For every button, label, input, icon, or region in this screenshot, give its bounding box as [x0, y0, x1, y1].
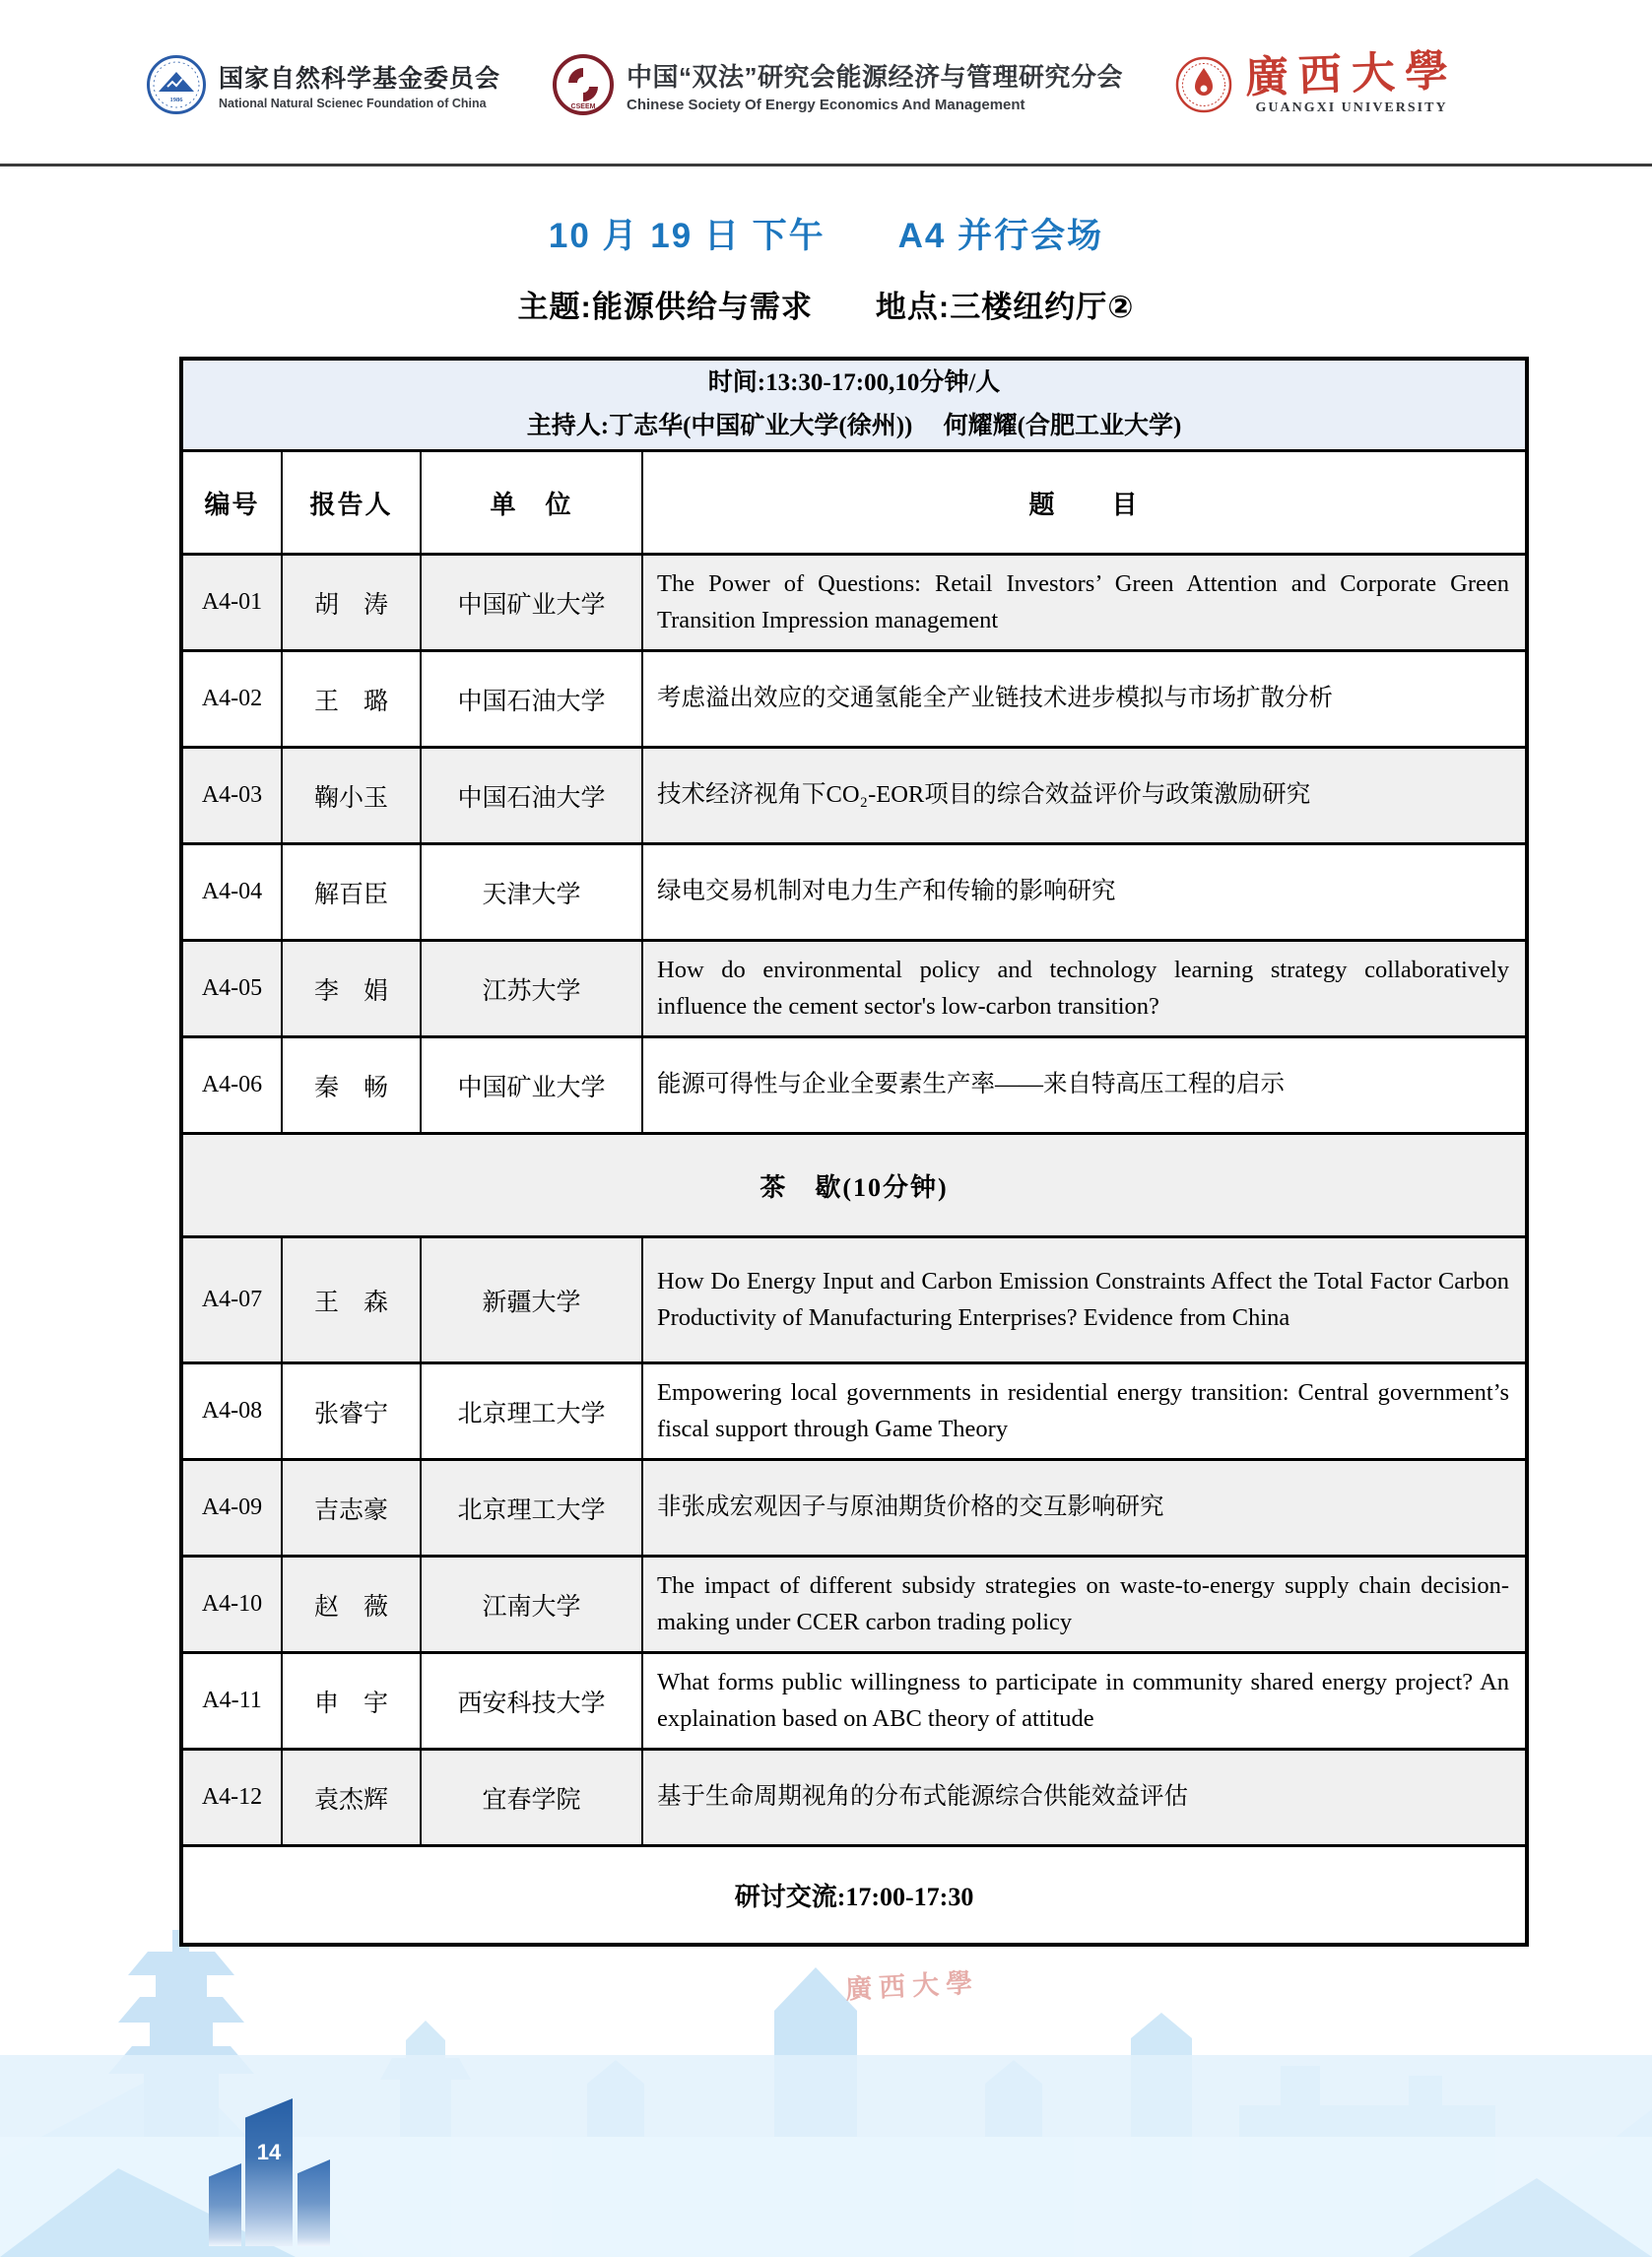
cseem-logo-icon: [552, 53, 615, 116]
paper-id: A4-01: [181, 555, 282, 651]
page-number-graphic: [209, 2096, 327, 2246]
talk-title: The Power of Questions: Retail Investors’ Green Attention and Corporate Green Transition Impression management: [642, 555, 1527, 651]
table-row: [181, 651, 1527, 748]
page-number: 14: [256, 2140, 282, 2164]
affiliation: 中国石油大学: [421, 748, 642, 844]
speaker-name: 袁杰辉: [282, 1750, 421, 1846]
paper-id: A4-10: [181, 1557, 282, 1653]
column-header-title: 题 目: [642, 451, 1527, 555]
nsfc-name-en: National Natural Scienec Foundation of China: [219, 97, 487, 110]
talk-title: 能源可得性与企业全要素生产率——来自特高压工程的启示: [642, 1037, 1527, 1134]
affiliation: 中国石油大学: [421, 651, 642, 748]
paper-id: A4-08: [181, 1363, 282, 1460]
gxu-watermark-text: 廣西大學: [844, 1967, 980, 2005]
speaker-name: 鞠小玉: [282, 748, 421, 844]
talk-title: What forms public willingness to participate in community shared energy project? An explaination based on ABC theory of attitude: [642, 1653, 1527, 1750]
talk-title: The impact of different subsidy strategies on waste-to-energy supply chain decision-making under CCER carbon trading policy: [642, 1557, 1527, 1653]
gxu-name-cn: 廣西大學: [1244, 46, 1459, 102]
cseem-logo: [552, 53, 1123, 116]
affiliation: 中国矿业大学: [421, 1037, 642, 1134]
closing-row: [181, 1846, 1527, 1946]
speaker-name: 吉志豪: [282, 1460, 421, 1557]
table-row: [181, 555, 1527, 651]
table-row: [181, 1460, 1527, 1557]
talk-title: 绿电交易机制对电力生产和传输的影响研究: [642, 844, 1527, 941]
speaker-name: 李 娟: [282, 941, 421, 1037]
session-subtitle: 主题:能源供给与需求 地点:三楼纽约厅②: [517, 290, 1135, 324]
session-time: 时间:13:30-17:00,10分钟/人: [707, 369, 1001, 397]
talk-title: How do environmental policy and technology learning strategy collaboratively influence the cement sector's low-carbon transition?: [642, 941, 1527, 1037]
tower-shape-right: [297, 2159, 330, 2246]
paper-id: A4-05: [181, 941, 282, 1037]
table-row: [181, 1557, 1527, 1653]
cseem-name-cn: 中国“双法”研究会能源经济与管理研究分会: [627, 61, 1124, 92]
speaker-name: 胡 涛: [282, 555, 421, 651]
affiliation: 新疆大学: [421, 1237, 642, 1363]
session-info-row: [181, 359, 1527, 451]
header-divider: [0, 164, 1652, 166]
affiliation: 中国矿业大学: [421, 555, 642, 651]
paper-id: A4-04: [181, 844, 282, 941]
svg-text:CSEEM: CSEEM: [570, 103, 596, 110]
table-row: [181, 844, 1527, 941]
talk-title: 技术经济视角下CO₂-EOR项目的综合效益评价与政策激励研究: [642, 748, 1527, 844]
tea-break-row: [181, 1134, 1527, 1237]
column-header-affiliation: 单 位: [421, 451, 642, 555]
session-title: 10 月 19 日 下午 A4 并行会场: [548, 217, 1104, 255]
affiliation: 西安科技大学: [421, 1653, 642, 1750]
nsfc-name-cn: 国家自然科学基金委员会: [219, 65, 501, 93]
table-row: [181, 1653, 1527, 1750]
affiliation: 北京理工大学: [421, 1363, 642, 1460]
tower-shape-left: [209, 2163, 241, 2246]
speaker-name: 王 森: [282, 1237, 421, 1363]
speaker-name: 张睿宁: [282, 1363, 421, 1460]
speaker-name: 赵 薇: [282, 1557, 421, 1653]
table-row: [181, 748, 1527, 844]
affiliation: 江南大学: [421, 1557, 642, 1653]
tea-break-label: 茶 歇(10分钟): [181, 1134, 1527, 1237]
session-info-cell: [181, 359, 1527, 451]
nsfc-logo: [146, 54, 500, 115]
table-row: [181, 941, 1527, 1037]
table-row: [181, 1750, 1527, 1846]
talk-title: 考虑溢出效应的交通氢能全产业链技术进步模拟与市场扩散分析: [642, 651, 1527, 748]
nsfc-logo-icon: [146, 54, 207, 115]
gxu-logo: [1174, 46, 1459, 116]
paper-id: A4-02: [181, 651, 282, 748]
paper-id: A4-03: [181, 748, 282, 844]
speaker-name: 王 璐: [282, 651, 421, 748]
affiliation: 北京理工大学: [421, 1460, 642, 1557]
column-header-id: 编号: [181, 451, 282, 555]
paper-id: A4-07: [181, 1237, 282, 1363]
header-logos: [146, 46, 1459, 116]
column-header-speaker: 报告人: [282, 451, 421, 555]
speaker-name: 解百臣: [282, 844, 421, 941]
speaker-name: 申 宇: [282, 1653, 421, 1750]
paper-id: A4-12: [181, 1750, 282, 1846]
talk-title: 基于生命周期视角的分布式能源综合供能效益评估: [642, 1750, 1527, 1846]
cseem-name-en: Chinese Society Of Energy Economics And Management: [627, 96, 1025, 113]
paper-id: A4-06: [181, 1037, 282, 1134]
talk-title: 非张成宏观因子与原油期货价格的交互影响研究: [642, 1460, 1527, 1557]
talk-title: Empowering local governments in residential energy transition: Central government’s fiscal support through Game Theory: [642, 1363, 1527, 1460]
table-row: [181, 1363, 1527, 1460]
affiliation: 宜春学院: [421, 1750, 642, 1846]
session-chairs: 主持人:丁志华(中国矿业大学(徐州)) 何耀耀(合肥工业大学): [526, 413, 1182, 439]
speaker-name: 秦 畅: [282, 1037, 421, 1134]
column-header-row: [181, 451, 1527, 555]
affiliation: 天津大学: [421, 844, 642, 941]
gxu-seal-icon: [1174, 55, 1233, 114]
paper-id: A4-09: [181, 1460, 282, 1557]
affiliation: 江苏大学: [421, 941, 642, 1037]
table-row: [181, 1037, 1527, 1134]
tower-shape-middle: [245, 2098, 293, 2246]
closing-label: 研讨交流:17:00-17:30: [181, 1846, 1527, 1946]
program-table: [179, 357, 1529, 1947]
paper-id: A4-11: [181, 1653, 282, 1750]
talk-title: How Do Energy Input and Carbon Emission Constraints Affect the Total Factor Carbon Productivity of Manufacturing Enterprises? Evidence from China: [642, 1237, 1527, 1363]
table-row: [181, 1237, 1527, 1363]
gxu-name-en: GUANGXI UNIVERSITY: [1255, 100, 1448, 115]
svg-text:1986: 1986: [169, 97, 183, 103]
